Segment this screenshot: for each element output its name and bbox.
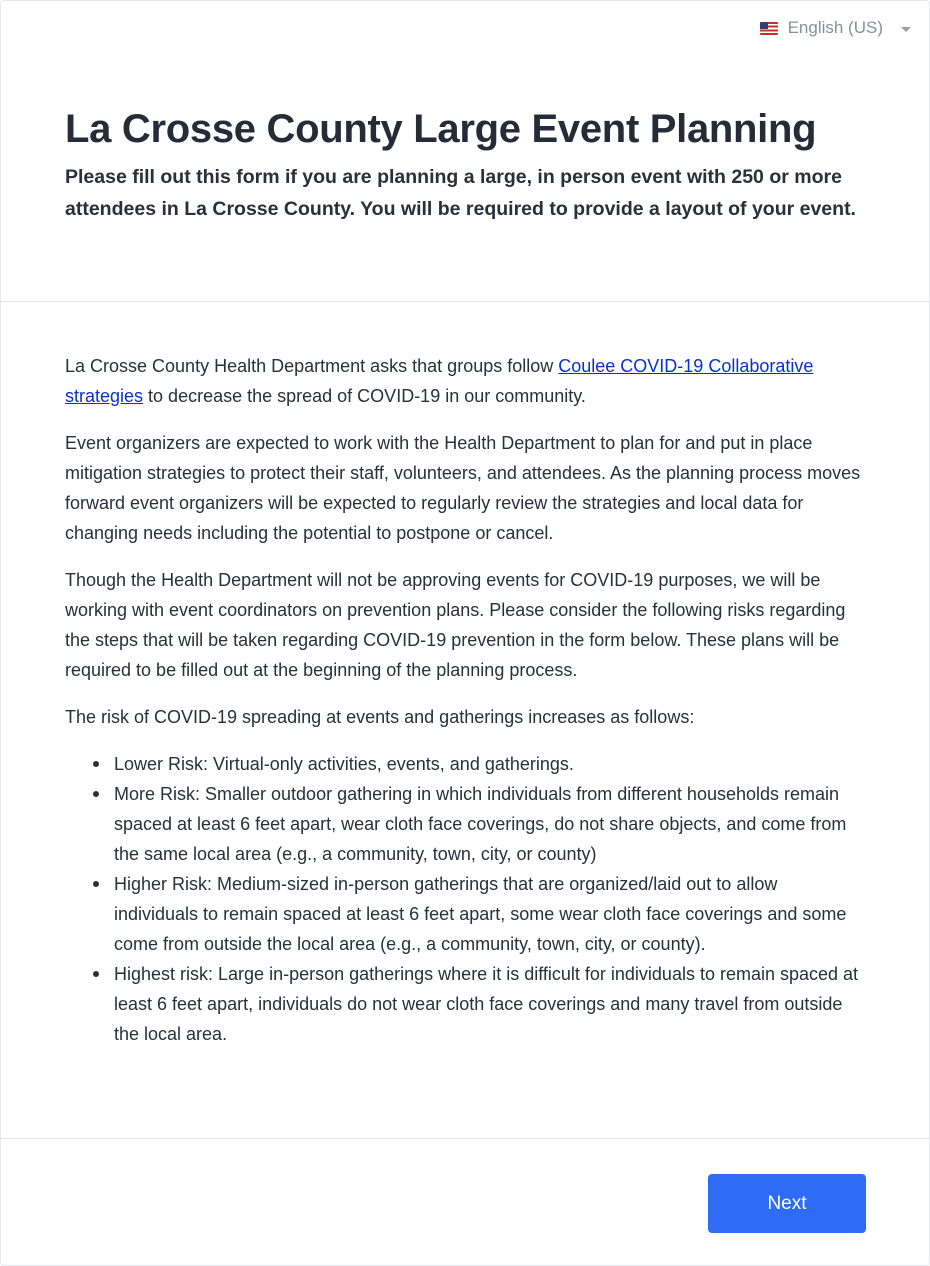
footer-divider [1, 1138, 930, 1139]
risk-intro: The risk of COVID-19 spreading at events and gatherings increases as follows: [65, 707, 695, 727]
organizers-paragraph: Event organizers are expected to work with the Health Department to plan for and put in place mitigation strategies to protect their staff, volunteers, and attendees. As the planning process moves forward event organizers will be expected to regularly review the strategies and local data for changing needs including the potential to postpone or cancel. [65, 433, 861, 543]
next-button[interactable]: Next [708, 1174, 866, 1233]
coulee-covid-link[interactable]: Coulee COVID-19 Collaborative strategies [65, 356, 814, 406]
list-item: More Risk: Smaller outdoor gathering in which individuals from different households remain spaced at least 6 feet apart, wear cloth face coverings, do not share objects, and come from the same local area (e.g., a community, town, city, or county) [114, 779, 865, 869]
form-description [65, 351, 865, 1049]
language-label: English (US) [787, 18, 883, 37]
chevron-down-icon [901, 27, 911, 32]
list-item: Higher Risk: Medium-sized in-person gatherings that are organized/laid out to allow individuals to remain spaced at least 6 feet apart, some wear cloth face coverings and some come from outside the local area (e.g., a community, town, city, or county). [114, 869, 865, 959]
form-header [65, 105, 865, 225]
page-title: La Crosse County Large Event Planning [65, 107, 817, 151]
us-flag-icon [760, 22, 778, 35]
header-divider [1, 301, 930, 302]
list-item: Highest risk: Large in-person gatherings where it is difficult for individuals to remain spaced at least 6 feet apart, individuals do not wear cloth face coverings and many travel from outside the local area. [114, 959, 865, 1049]
page-subtitle: Please fill out this form if you are planning a large, in person event with 250 or more attendees in La Crosse County. You will be required to provide a layout of your event. [65, 166, 856, 220]
language-selector[interactable] [760, 17, 911, 39]
intro-paragraph: La Crosse County Health Department asks that groups follow Coulee COVID-19 Collaborative strategies to decrease the spread of COVID-19 in our community. [65, 356, 814, 406]
list-item: Lower Risk: Virtual-only activities, events, and gatherings. [114, 749, 865, 779]
risk-list [114, 749, 865, 1049]
approval-paragraph: Though the Health Department will not be approving events for COVID-19 purposes, we will be working with event coordinators on prevention plans. Please consider the following risks regarding the steps that will be taken regarding COVID-19 prevention in the form below. These plans will be required to be filled out at the beginning of the planning process. [65, 570, 846, 680]
